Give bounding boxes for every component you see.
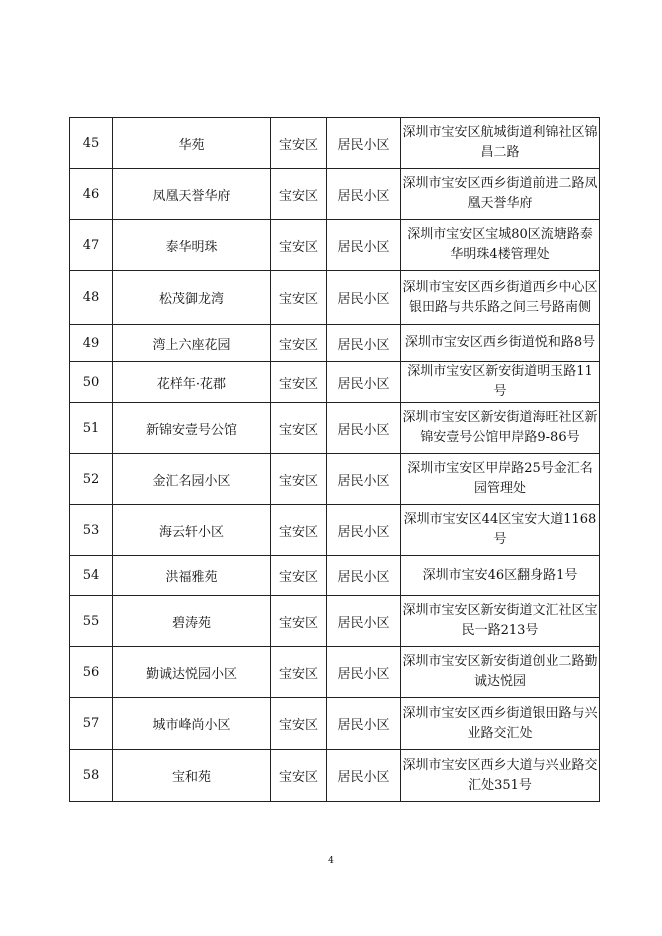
address: 深圳市宝安区新安街道海旺社区新锦安壹号公馆甲岸路9-86号 [401,403,600,454]
table-body [70,118,600,802]
row-number: 48 [70,271,113,325]
row-number: 50 [70,362,113,403]
table-row [70,750,600,802]
page-number: 4 [328,856,334,866]
community-table [69,117,600,802]
district: 宝安区 [271,556,327,596]
community-name: 新锦安壹号公馆 [113,403,271,454]
table-row [70,505,600,556]
category: 居民小区 [327,403,401,454]
district: 宝安区 [271,118,327,169]
category: 居民小区 [327,505,401,556]
district: 宝安区 [271,750,327,802]
table-row [70,220,600,271]
row-number: 53 [70,505,113,556]
community-name: 碧涛苑 [113,596,271,647]
category: 居民小区 [327,362,401,403]
row-number: 51 [70,403,113,454]
table-row [70,118,600,169]
table-row [70,596,600,647]
category: 居民小区 [327,118,401,169]
row-number: 58 [70,750,113,802]
table-row [70,325,600,362]
row-number: 49 [70,325,113,362]
district: 宝安区 [271,698,327,750]
address: 深圳市宝安区西乡街道前进二路凤凰天誉华府 [401,169,600,220]
row-number: 46 [70,169,113,220]
community-name: 花样年·花郡 [113,362,271,403]
district: 宝安区 [271,220,327,271]
community-name: 勤诚达悦园小区 [113,647,271,698]
category: 居民小区 [327,750,401,802]
category: 居民小区 [327,698,401,750]
district: 宝安区 [271,454,327,505]
category: 居民小区 [327,454,401,505]
row-number: 45 [70,118,113,169]
table-row [70,454,600,505]
row-number: 57 [70,698,113,750]
community-name: 洪福雅苑 [113,556,271,596]
address: 深圳市宝安区航城街道利锦社区锦昌二路 [401,118,600,169]
category: 居民小区 [327,169,401,220]
category: 居民小区 [327,325,401,362]
address: 深圳市宝安区宝城80区流塘路泰华明珠4楼管理处 [401,220,600,271]
community-name: 凤凰天誉华府 [113,169,271,220]
category: 居民小区 [327,556,401,596]
district: 宝安区 [271,647,327,698]
row-number: 54 [70,556,113,596]
community-name: 海云轩小区 [113,505,271,556]
address: 深圳市宝安区西乡街道悦和路8号 [401,325,600,362]
row-number: 55 [70,596,113,647]
row-number: 52 [70,454,113,505]
address: 深圳市宝安区甲岸路25号金汇名园管理处 [401,454,600,505]
address: 深圳市宝安区新安街道创业二路勤诚达悦园 [401,647,600,698]
address: 深圳市宝安区新安街道文汇社区宝民一路213号 [401,596,600,647]
row-number: 56 [70,647,113,698]
category: 居民小区 [327,647,401,698]
district: 宝安区 [271,271,327,325]
table-row [70,169,600,220]
address: 深圳市宝安区44区宝安大道1168号 [401,505,600,556]
table-row [70,647,600,698]
district: 宝安区 [271,596,327,647]
community-name: 湾上六座花园 [113,325,271,362]
table-row [70,698,600,750]
table-row [70,271,600,325]
district: 宝安区 [271,403,327,454]
category: 居民小区 [327,596,401,647]
row-number: 47 [70,220,113,271]
community-name: 宝和苑 [113,750,271,802]
category: 居民小区 [327,220,401,271]
address: 深圳市宝安区新安街道明玉路11号 [401,362,600,403]
table-row [70,362,600,403]
category: 居民小区 [327,271,401,325]
community-name: 泰华明珠 [113,220,271,271]
table-row [70,403,600,454]
address: 深圳市宝安区西乡街道西乡中心区银田路与共乐路之间三号路南侧 [401,271,600,325]
address: 深圳市宝安46区翻身路1号 [401,556,600,596]
community-name: 金汇名园小区 [113,454,271,505]
address: 深圳市宝安区西乡街道银田路与兴业路交汇处 [401,698,600,750]
table-row [70,556,600,596]
community-name: 松茂御龙湾 [113,271,271,325]
district: 宝安区 [271,169,327,220]
address: 深圳市宝安区西乡大道与兴业路交汇处351号 [401,750,600,802]
district: 宝安区 [271,505,327,556]
community-name: 城市峰尚小区 [113,698,271,750]
district: 宝安区 [271,362,327,403]
community-name: 华苑 [113,118,271,169]
district: 宝安区 [271,325,327,362]
